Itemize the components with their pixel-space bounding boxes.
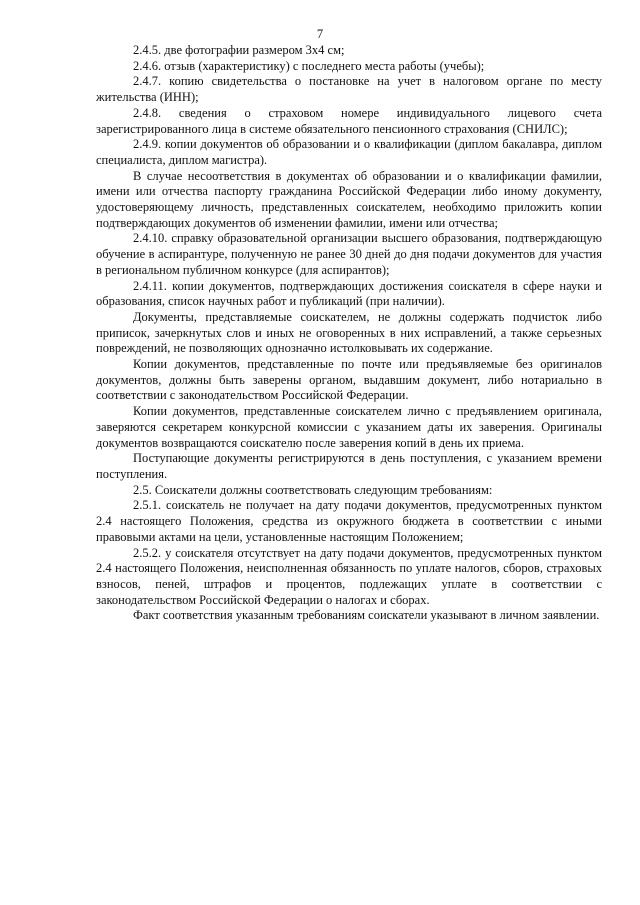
paragraph-2-4-9: 2.4.9. копии документов об образовании и о квалификации (диплом бакалавра, диплом специалиста, диплом магистра). bbox=[96, 137, 602, 167]
paragraph-2-5-2: 2.5.2. у соискателя отсутствует на дату подачи документов, предусмотренных пунктом 2.4 настоящего Положения, неисполненная обязанность по уплате налогов, сборов, страховых взносов, пеней, штрафов и процентов, подлежащих уплате в соответствии с законодательством Российской Федерации о налогах и сборах. bbox=[96, 545, 602, 607]
paragraph-2-4-6: 2.4.6. отзыв (характеристику) с последнего места работы (учебы); bbox=[133, 58, 485, 73]
paragraph-postal-copies: Копии документов, представленные по почте или предъявляемые без оригиналов документов, должны быть заверены органом, выдавшим документ, либо нотариально в соответствии с законодательством Российской Федерации. bbox=[96, 357, 602, 403]
paragraph-2-5: 2.5. Соискатели должны соответствовать следующим требованиям: bbox=[133, 482, 493, 497]
paragraph-2-4-10: 2.4.10. справку образовательной организации высшего образования, подтверждающую обучение в аспирантуре, полученную не ранее 30 дней до дня подачи документов для участия в региональном публичном конкурсе (для аспирантов); bbox=[96, 231, 602, 277]
paragraph-2-4-11: 2.4.11. копии документов, подтверждающих достижения соискателя в сфере науки и образования, список научных работ и публикаций (при наличии). bbox=[96, 278, 602, 309]
paragraph-2-4-7: 2.4.7. копию свидетельства о постановке на учет в налоговом органе по месту жительства (ИНН); bbox=[96, 74, 602, 105]
page-number: 7 bbox=[316, 27, 324, 41]
paragraph-document-requirements: Документы, представляемые соискателем, не должны содержать подчисток либо приписок, зачеркнутых слов и иных не оговоренных в них исправлений, а также серьезных повреждений, не позволяющих однозначно истолковывать их содержание. bbox=[96, 309, 602, 356]
paragraph-personal-copies: Копии документов, представленные соискателем лично с предъявлением оригинала, заверяются секретарем конкурсной комиссии с указанием даты их заверения. Оригиналы документов возвращаются соискателю после заверения копий в день их приема. bbox=[96, 404, 602, 450]
paragraph-2-4-8: 2.4.8. сведения о страховом номере индивидуального лицевого счета зарегистрированного лица в системе обязательного пенсионного страхования (СНИЛС); bbox=[96, 105, 602, 136]
paragraph-compliance-statement: Факт соответствия указанным требованиям соискатели указывают в личном заявлении. bbox=[133, 608, 600, 623]
paragraph-name-mismatch: В случае несоответствия в документах об образовании и о квалификации фамилии, имени или отчества паспорту гражданина Российской Федерации либо иному документу, удостоверяющему личность, представленных соискателем, необходимо приложить копии подтверждающих документов об изменении фамилии, имени или отчества; bbox=[96, 168, 602, 230]
paragraph-registration: Поступающие документы регистрируются в день поступления, с указанием времени поступления. bbox=[96, 451, 602, 481]
paragraph-2-5-1: 2.5.1. соискатель не получает на дату подачи документов, предусмотренных пунктом 2.4 настоящего Положения, средства из окружного бюджета в соответствии с иными правовыми актами на цели, установленные настоящим Положением; bbox=[96, 498, 602, 544]
document-body bbox=[96, 43, 602, 624]
paragraph-2-4-5: 2.4.5. две фотографии размером 3х4 см; bbox=[133, 43, 345, 57]
